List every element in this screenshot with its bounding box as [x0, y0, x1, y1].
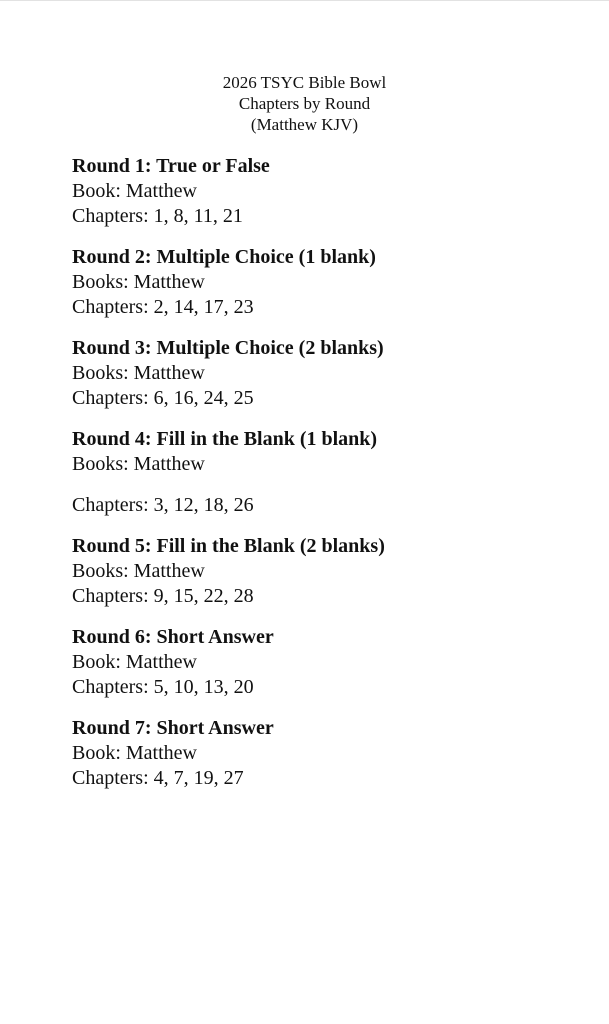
round-chapters: Chapters: 6, 16, 24, 25 — [72, 387, 254, 409]
document-version-note: (Matthew KJV) — [250, 115, 359, 134]
round-2 — [72, 245, 572, 320]
round-chapters: Chapters: 3, 12, 18, 26 — [72, 494, 254, 516]
round-book: Books: Matthew — [72, 560, 205, 582]
round-book: Books: Matthew — [72, 453, 205, 475]
round-chapters: Chapters: 2, 14, 17, 23 — [72, 296, 254, 318]
document-subtitle: Chapters by Round — [238, 94, 371, 113]
top-divider — [0, 0, 609, 1]
round-book: Books: Matthew — [72, 271, 205, 293]
round-title: Round 4: Fill in the Blank (1 blank) — [72, 428, 378, 450]
round-title: Round 6: Short Answer — [72, 626, 274, 648]
round-7 — [72, 716, 572, 791]
round-title: Round 7: Short Answer — [72, 717, 274, 739]
round-1 — [72, 154, 572, 229]
round-title: Round 3: Multiple Choice (2 blanks) — [72, 337, 384, 359]
document-header — [0, 72, 609, 135]
round-5 — [72, 534, 572, 609]
round-chapters: Chapters: 5, 10, 13, 20 — [72, 676, 254, 698]
round-book: Book: Matthew — [72, 180, 197, 202]
round-title: Round 1: True or False — [72, 155, 270, 177]
round-title: Round 2: Multiple Choice (1 blank) — [72, 246, 376, 268]
round-6 — [72, 625, 572, 700]
round-book: Books: Matthew — [72, 362, 205, 384]
round-title: Round 5: Fill in the Blank (2 blanks) — [72, 535, 385, 557]
rounds-list — [72, 154, 572, 807]
round-3 — [72, 336, 572, 411]
round-book: Book: Matthew — [72, 651, 197, 673]
round-chapters: Chapters: 9, 15, 22, 28 — [72, 585, 254, 607]
round-chapters: Chapters: 4, 7, 19, 27 — [72, 767, 244, 789]
document-title: 2026 TSYC Bible Bowl — [222, 73, 387, 92]
round-chapters: Chapters: 1, 8, 11, 21 — [72, 205, 243, 227]
round-book: Book: Matthew — [72, 742, 197, 764]
round-4 — [72, 427, 572, 518]
